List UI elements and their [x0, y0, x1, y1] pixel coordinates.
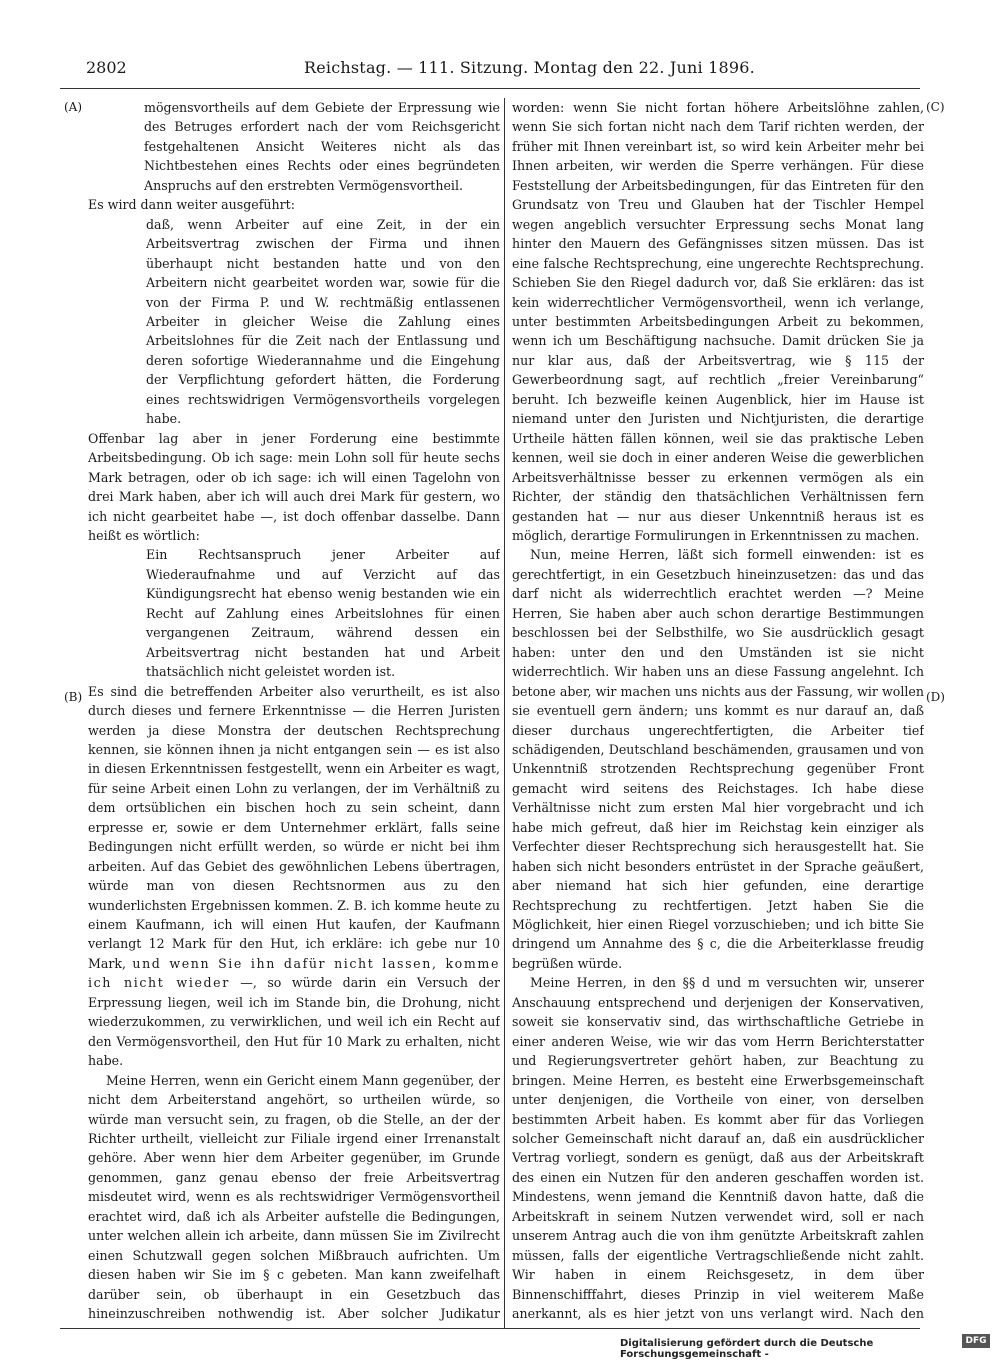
left-column — [88, 98, 500, 1323]
running-title: Reichstag. — 111. Sitzung. Montag den 22. Juni 1896. — [304, 58, 755, 77]
quote-continuation: mögensvortheils auf dem Gebiete der Erpressung wie des Betruges erfordert nach der vom Reichsgericht festgehaltenen Ansicht Weiteres nicht als das Nichtbestehen eines Rechts oder eines begründeten Anspruchs auf den erstrebten Vermögensvortheil. — [144, 100, 500, 193]
page-number: 2802 — [86, 58, 127, 77]
margin-marker-d: (D) — [926, 690, 945, 704]
digitization-credit: Digitalisierung gefördert durch die Deutsche Forschungsgemeinschaft - — [620, 1338, 874, 1360]
block-quote: Ein Rechtsanspruch jener Arbeiter auf Wiederaufnahme und auf Verzicht auf das Kündigungsrecht hat ebenso wenig bestanden wie ein Recht auf Zahlung eines Arbeitslohnes für einen vergangenen Zeitraum, während dessen ein Arbeitsvertrag nicht bestanden hat und Arbeit thatsächlich nicht geleistet worden ist. — [146, 547, 500, 680]
paragraph: worden: wenn Sie nicht fortan höhere Arbeitslöhne zahlen, wenn Sie sich fortan nicht nach dem Tarif richten werden, der früher mit Ihnen vereinbart ist, so wird kein Arbeiter mehr bei Ihnen arbeiten, wir werden die Sperre verhängen. Für diese Feststellung der Arbeitsbedingungen, für das Eintreten für den Grundsatz von Treu und Glauben hat der Tischler Hempel wegen angeblich versuchter Erpressung sechs Monat lang hinter den Mauern des Gefängnisses sitzen müssen. Das ist eine falsche Rechtsprechung, eine ungerechte Rechtsprechung. Schieben Sie den Riegel dadurch vor, daß Sie erklären: das ist kein widerrechtlicher Vermögensvortheil, wenn ich verlange, unter bestimmten Arbeitsbedingungen Arbeit zu bekommen, wenn ich um Beschäftigung nachsuche. Damit drücken Sie ja nur klar aus, daß der Arbeitsvertrag, wie § 115 der Gewerbeordnung sagt, auf rechtlich „freier Vereinbarung“ beruht. Ich bezweifle keinen Augenblick, hier im Hause ist niemand unter den Juristen und Nichtjuristen, die derartige Urtheile hätten fällen können, weil sie das praktische Leben kennen, weil sie doch in einer anderen Weise die gewerblichen Arbeitsverhältnisse besser zu erkennen vermögen als ein Richter, der ständig den thatsächlichen Verhältnissen fern gestanden hat — nur aus dieser Unkenntniß heraus ist es möglich, derartige Formulirungen in Erkenntnissen zu machen. — [512, 100, 924, 543]
margin-marker-b: (B) — [64, 690, 83, 704]
margin-marker-a: (A) — [64, 100, 83, 114]
right-column — [512, 98, 924, 1323]
paragraph-text: Es sind die betreffenden Arbeiter also verurtheilt, es ist also durch dieses und fernere Erkenntnisse — die Herren Juristen werden ja diese Monstra der deutschen Rechtsprechung kennen, sie können ihnen ja nicht entgangen sein — es ist also in diesen Erkenntnissen festgestellt, wenn ein Arbeiter es wagt, für seine Arbeit einen Lohn zu verlangen, der im Verhältniß zu dem ortsüblichen ein bischen hoch zu sein scheint, dann erpresse er, sowie er dem Unternehmer erklärt, falls seine Bedingungen nicht erfüllt werden, so würde er nicht bei ihm arbeiten. Auf das Gebiet des gewöhnlichen Lebens übertragen, würde man von diesen Rechtsnormen aus zu den wunderlichsten Ergebnissen kommen. Z. B. ich komme heute zu einem Kaufmann, ich will einen Hut kaufen, der Kaufmann verlangt 12 Mark für den Hut, ich erkläre: ich gebe nur 10 Mark, — [88, 683, 500, 971]
paragraph: Meine Herren, wenn ein Gericht einem Mann gegenüber, der nicht dem Arbeiterstand angehört, so urtheilen würde, so würde man versucht sein, zu fragen, ob die Stelle, an der der Richter urtheilt, vielleicht zur Filiale irgend einer Irrenanstalt gehöre. Aber wenn hier dem Arbeiter gegenüber, im Grunde genommen, ganz genau ebenso der freie Arbeitsvertrag misdeutet wird, wenn es als rechtswidriger Vermögensvortheil erachtet wird, daß ich als Arbeiter aufstelle die Bedingungen, unter welchen allein ich arbeite, dann müssen Sie im Zivilrecht einen Schutzwall gegen solchen Mißbrauch aufrichten. Um diesen haben wir Sie im § c gebeten. Man kann zweifelhaft darüber sein, ob überhaupt in ein Gesetzbuch das hineinzuschreiben nothwendig ist. Aber solcher Judikatur — [88, 1072, 500, 1322]
paragraph: Offenbar lag aber in jener Forderung eine bestimmte Arbeitsbedingung. Ob ich sage: mein Lohn soll für heute sechs Mark betragen, oder ob ich sage: ich will einen Tagelohn von drei Mark haben, aber ich will auch drei Mark für gestern, wo ich nicht gearbeitet habe —, ist doch offenbar dasselbe. Dann heißt es wörtlich: — [88, 430, 500, 543]
dfg-logo-icon: DFG — [962, 1334, 990, 1348]
paragraph: Es wird dann weiter ausgeführt: — [88, 197, 295, 213]
margin-marker-c: (C) — [926, 100, 945, 114]
spaced-emphasis: und wenn Sie ihn dafür nicht lassen, komme ich nicht wieder — [88, 955, 500, 991]
paragraph-text: —, so würde darin ein Versuch der Erpressung liegen, weil ich im Stande bin, die Drohung, nicht wiederzukommen, zu verwirklichen, und weil ich ein Recht auf den Vermögensvortheil, den Hut für 10 Mark zu erhalten, nicht habe. — [88, 975, 500, 1069]
paragraph — [88, 682, 500, 1071]
paragraph: Meine Herren, in den §§ d und m versuchten wir, unserer Anschauung entsprechend und derjenigen der Konservativen, soweit sie konservativ sind, das wirthschaftliche Getriebe in einer anderen Weise, wie wir das vom Herrn Berichterstatter und Regierungsvertreter gehört haben, zur Beachtung zu bringen. Meine Herren, es besteht eine Erwerbsgemeinschaft unter denjenigen, die Vortheile von einer, von derselben bestimmten Arbeit haben. Es kommt aber für das Vorliegen solcher Gemeinschaft nicht darauf an, daß ein ausdrücklicher Vertrag vorliegt, sondern es genügt, daß aus der Arbeitskraft des einen ein Nutzen für den anderen geschaffen worden ist. Mindestens, wenn jemand die Kenntniß davon hatte, daß die Arbeitskraft in seinem Nutzen verwendet wird, soll er nach unserem Antrag auch die von ihm genützte Arbeitskraft zahlen müssen, falls der eigentliche Vertragschließende nicht zahlt. Wir haben in einem Reichsgesetz, in dem über Binnenschifffahrt, dieses Prinzip in viel weiterem Maße anerkannt, als es hier jetzt von uns verlangt wird. Nach den — [512, 975, 924, 1322]
block-quote: daß, wenn Arbeiter auf eine Zeit, in der ein Arbeitsvertrag zwischen der Firma und ihnen überhaupt nicht bestanden hatte und von den Arbeitern nicht gearbeitet worden war, sowie für die von der Firma P. und W. rechtmäßig entlassenen Arbeiter in gleicher Weise die Zahlung eines Arbeitslohnes für die Zeit nach der Entlassung und deren sofortige Wiederannahme und die Eingehung der Verpflichtung gefordert hätten, die Forderung eines rechtswidrigen Vermögensvortheils vorgelegen habe. — [146, 216, 500, 427]
footer-rule — [60, 1328, 920, 1329]
paragraph: Nun, meine Herren, läßt sich formell einwenden: ist es gerechtfertigt, in ein Gesetzbuch hineinzusetzen: das und das darf nicht als widerrechtlich erachtet werden —? Meine Herren, Sie haben aber auch schon derartige Bestimmungen beschlossen bei der Selbsthilfe, wo Sie ausdrücklich gesagt haben: unter den und den Umständen ist sie nicht widerrechtlich. Wir haben uns an diese Fassung angelehnt. Ich betone aber, wir machen uns nichts aus der Fassung, wir wollen sie eventuell gern ändern; uns kommt es nur darauf an, daß dieser durchaus ungerechtfertigten, die Arbeiter tief schädigenden, Deutschland beschämenden, grausamen und von Unkenntniß strotzenden Rechtsprechung gegenüber Front gemacht wird seitens des Reichstages. Ich habe diese Verhältnisse nicht zum ersten Mal hier vorgebracht und ich habe mich gefreut, daß hier im Reichstag kein einziger als Verfechter dieser Rechtsprechung sich herausgestellt hat. Sie haben sich nicht besonders entrüstet in der Sprache geäußert, aber niemand hat sich hier gefunden, eine derartige Rechtsprechung zu rechtfertigen. Jetzt haben Sie die Möglichkeit, hier einen Riegel vorzuschieben; und ich bitte Sie dringend um Annahme des § c, die die Arbeiterklasse freudig begrüßen würde. — [512, 547, 924, 971]
page-header — [86, 58, 912, 82]
header-rule — [60, 88, 920, 89]
column-divider — [504, 98, 505, 1328]
